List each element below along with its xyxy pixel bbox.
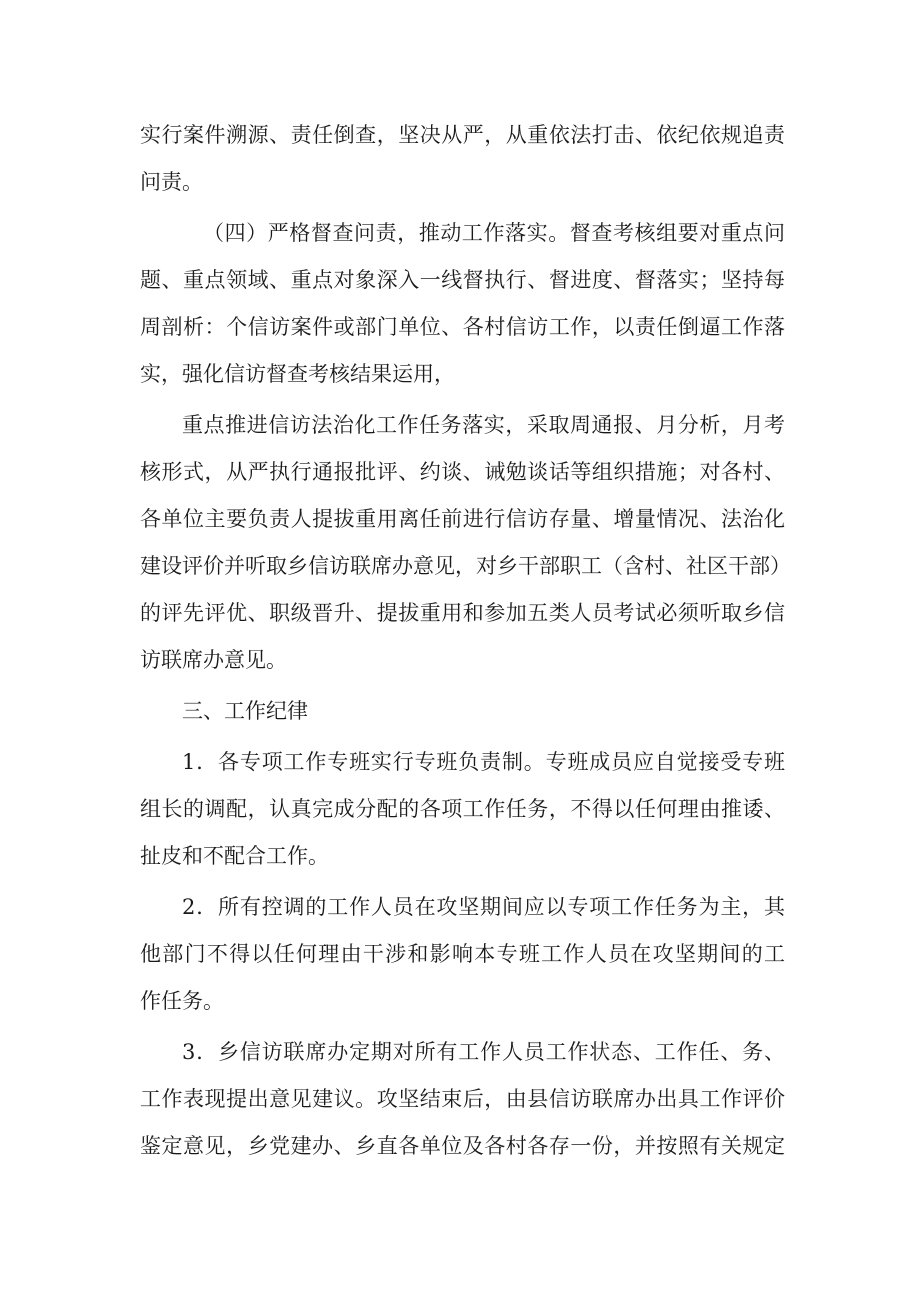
section-heading-discipline [140,688,785,735]
text-line: 1．各专项工作专班实行专班负责制。专班成员应自觉接受专班 [182,750,785,774]
text-line: 核形式，从严执行通报批评、约谈、诫勉谈话等组织措施；对各村、 [140,460,785,484]
paragraph-item-3 [140,1029,785,1170]
text-line: 工作表现提出意见建议。攻坚结束后，由县信访联席办出具工作评价 [140,1087,785,1111]
paragraph-supervision [140,210,785,398]
text-line: 访联席办意见。 [140,648,287,672]
paragraph-rule-of-law [140,402,791,684]
paragraph-accountability [140,112,785,206]
paragraph-item-2 [140,884,785,1025]
text-line: 题、重点领域、重点对象深入一线督执行、督进度、督落实；坚持每 [140,268,785,292]
text-line: 组长的调配，认真完成分配的各项工作任务，不得以任何理由推诿、 [140,797,785,821]
text-line: 周剖析：个信访案件或部门单位、各村信访工作，以责任倒逼工作落 [140,315,785,339]
text-line: 建设评价并听取乡信访联席办意见，对乡干部职工（含村、社区干部） [140,554,791,578]
text-line: 3．乡信访联席办定期对所有工作人员工作状态、工作任、务、 [182,1040,785,1064]
section-heading: 三、工作纪律 [182,699,308,723]
paragraph-item-1 [140,739,785,880]
text-line: 实，强化信访督查考核结果运用， [140,362,455,386]
text-line: 他部门不得以任何理由干涉和影响本专班工作人员在攻坚期间的工 [140,942,785,966]
text-line: 鉴定意见，乡党建办、乡直各单位及各村各存一份，并按照有关规定 [140,1134,785,1158]
text-line: 实行案件溯源、责任倒查，坚决从严，从重依法打击、依纪依规追责 [140,123,785,147]
text-line: 重点推进信访法治化工作任务落实，采取周通报、月分析，月考 [182,413,785,437]
text-line: 扯皮和不配合工作。 [140,844,329,868]
text-line: 作任务。 [140,989,224,1013]
text-line: 2．所有控调的工作人员在攻坚期间应以专项工作任务为主，其 [182,895,785,919]
text-line: 问责。 [140,170,203,194]
document-body [140,112,791,1170]
text-line: 各单位主要负责人提拔重用离任前进行信访存量、增量情况、法治化 [140,507,785,531]
text-line: 的评先评优、职级晋升、提拔重用和参加五类人员考试必须听取乡信 [140,601,785,625]
text-line: （四）严格督查问责，推动工作落实。督查考核组要对重点问 [203,221,785,245]
